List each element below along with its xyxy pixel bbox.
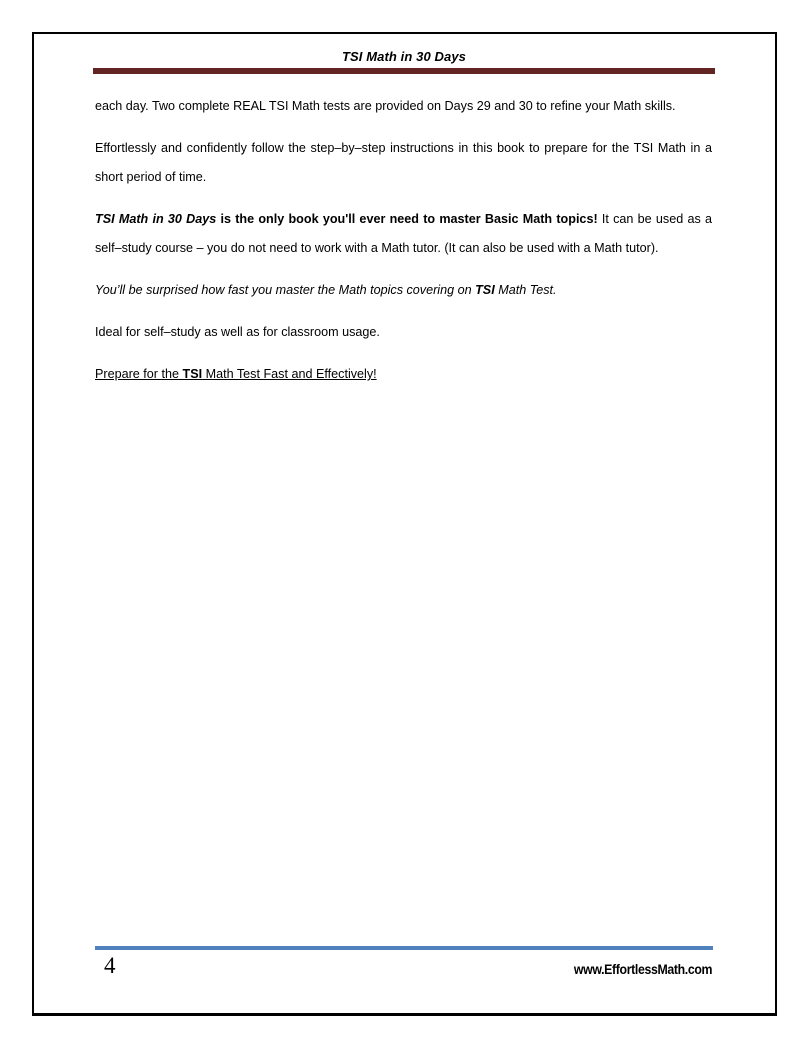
footer-website-link: www.EffortlessMath.com	[573, 961, 712, 977]
paragraph-prepare	[95, 360, 712, 389]
paragraph-step-by-step: Effortlessly and confidently follow the step–by–step instructions in this book to prepare for the TSI Math in a short period of time.	[95, 141, 712, 184]
running-header-title: TSI Math in 30 Days	[342, 49, 466, 64]
paragraph-tests-intro: each day. Two complete REAL TSI Math tests are provided on Days 29 and 30 to refine your Math skills.	[95, 99, 676, 113]
page-number: 4	[104, 953, 116, 978]
paragraph-surprised: You’ll be surprised how fast you master the Math topics covering on TSI Math Test.	[95, 283, 557, 297]
bold-claim: is the only book you'll ever need to master Basic Math topics!	[216, 212, 598, 226]
footer-rule	[95, 946, 713, 950]
self-study-text: It can be used as a self–study course – you do not need to work with a Math tutor. (It can also be used with a Math tutor).	[95, 212, 713, 255]
book-title: TSI Math in 30 Days	[95, 212, 217, 226]
paragraph-ideal-usage: Ideal for self–study as well as for classroom usage.	[95, 325, 380, 339]
paragraph-only-book	[95, 205, 712, 263]
page-body	[95, 92, 712, 402]
prepare-callout: Prepare for the TSI Math Test Fast and Effectively!	[95, 367, 377, 381]
header-rule	[93, 68, 715, 74]
